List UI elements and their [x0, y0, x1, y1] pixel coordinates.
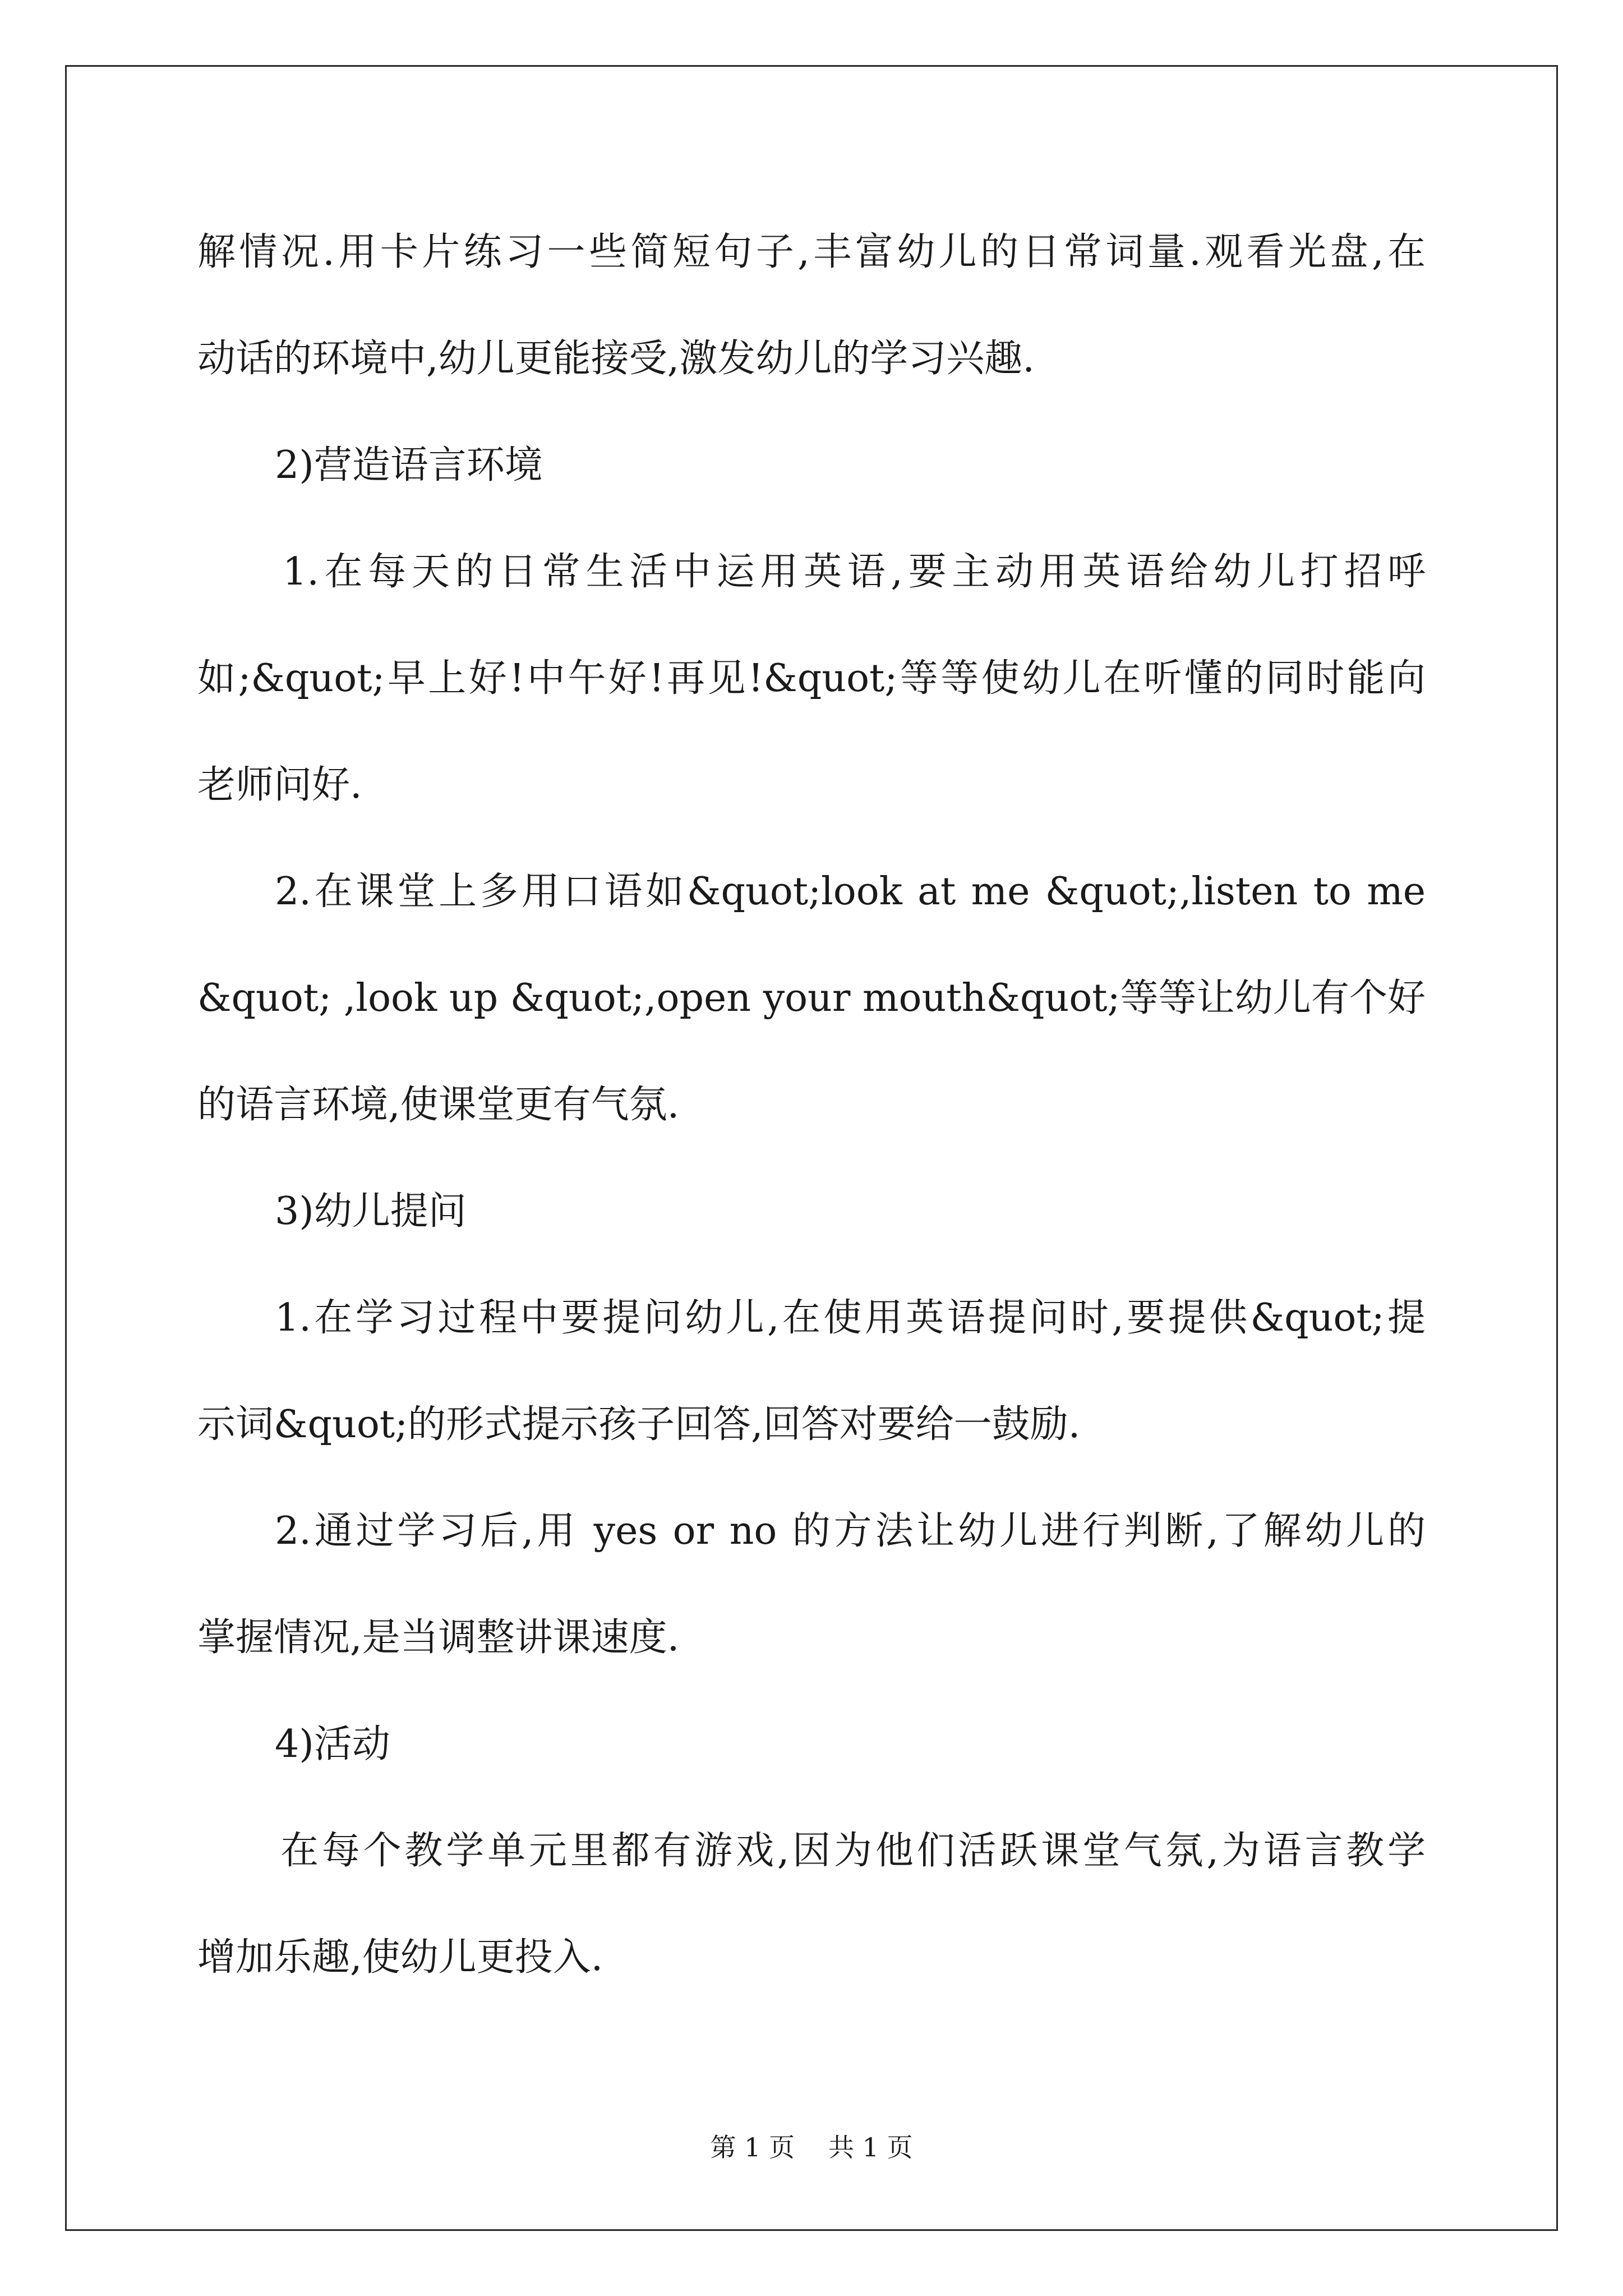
page-footer	[0, 2131, 1623, 2164]
page-number: 第 1 页	[710, 2132, 795, 2162]
paragraph-line: 1.在每天的日常生活中运用英语,要主动用英语给幼儿打招呼	[283, 550, 1426, 594]
paragraph-line: 动话的环境中,幼儿更能接受,激发幼儿的学习兴趣.	[197, 337, 1035, 381]
paragraph-line: 2.在课堂上多用口语如&quot;look at me &quot;,listen to me	[275, 869, 1426, 914]
section-heading-3: 3)幼儿提问	[275, 1189, 467, 1234]
paragraph-line: 老师问好.	[197, 763, 362, 807]
paragraph-line: 增加乐趣,使幼儿更投入.	[197, 1935, 603, 1980]
section-heading-4: 4)活动	[275, 1722, 390, 1766]
paragraph-line: 示词&quot;的形式提示孩子回答,回答对要给一鼓励.	[197, 1402, 1081, 1447]
page-total: 共 1 页	[828, 2132, 913, 2162]
paragraph-line: 解情况.用卡片练习一些简短句子,丰富幼儿的日常词量.观看光盘,在	[197, 230, 1426, 274]
paragraph-line: &quot; ,look up &quot;,open your mouth&quot;等等让幼儿有个好	[197, 976, 1426, 1020]
section-heading-2: 2)营造语言环境	[275, 443, 543, 487]
paragraph-line: 掌握情况,是当调整讲课速度.	[197, 1616, 680, 1660]
paragraph-line: 如;&quot;早上好!中午好!再见!&quot;等等使幼儿在听懂的同时能向	[197, 656, 1426, 701]
paragraph-line: 的语言环境,使课堂更有气氛.	[197, 1083, 680, 1127]
paragraph-line: 在每个教学单元里都有游戏,因为他们活跃课堂气氛,为语言教学	[280, 1829, 1426, 1873]
page-border	[65, 65, 1558, 2231]
paragraph-line: 2.通过学习后,用 yes or no 的方法让幼儿进行判断,了解幼儿的	[275, 1509, 1426, 1553]
paragraph-line: 1.在学习过程中要提问幼儿,在使用英语提问时,要提供&quot;提	[275, 1296, 1426, 1340]
